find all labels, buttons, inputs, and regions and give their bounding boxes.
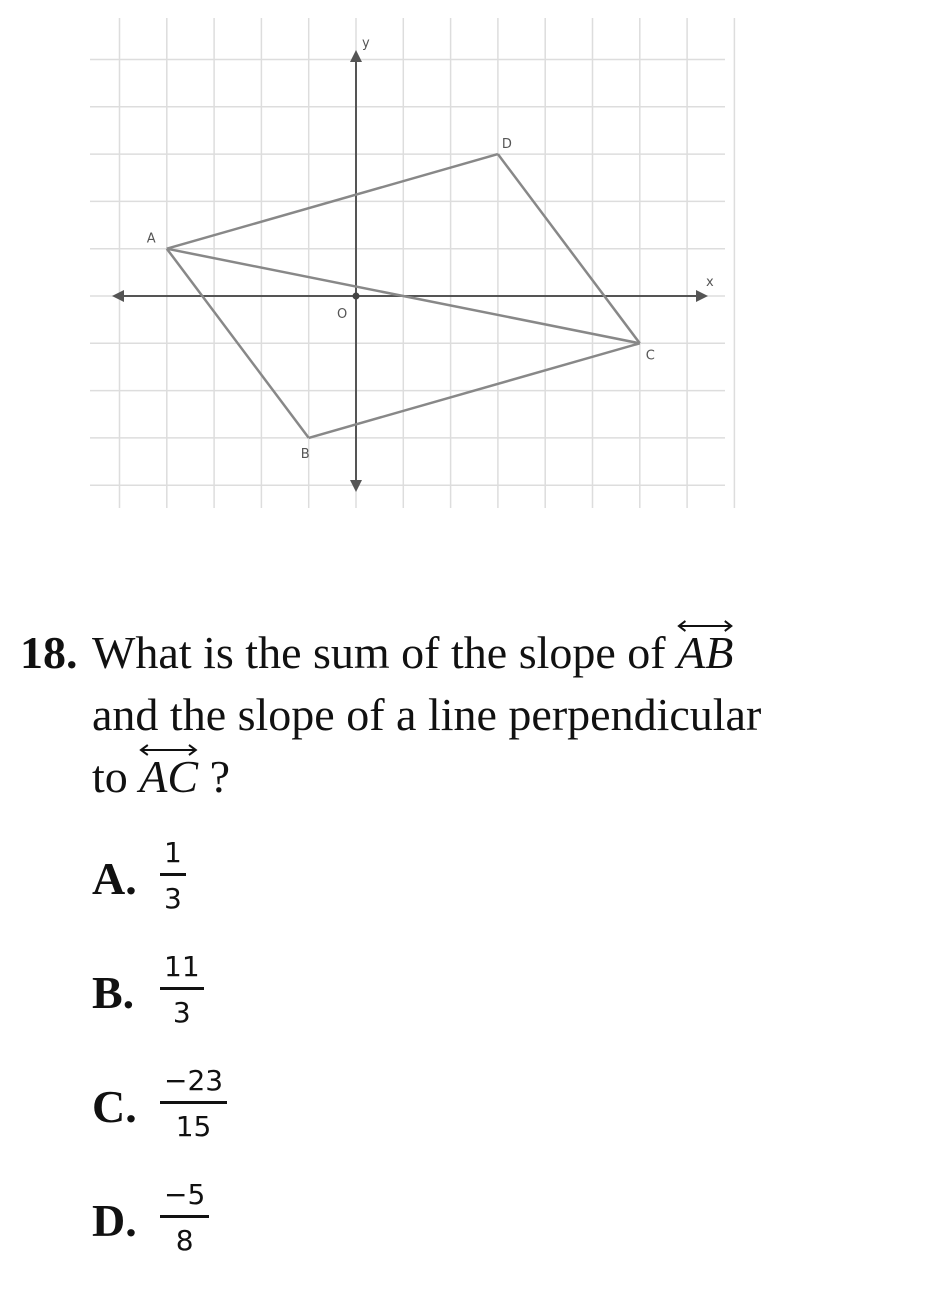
- y-axis-label: y: [362, 36, 370, 51]
- question-text-3: to: [92, 751, 128, 802]
- line-ab-label: AB: [677, 627, 734, 678]
- grid-lines: [90, 18, 734, 508]
- x-axis-arrow-right: [696, 290, 708, 302]
- point-label-d: D: [501, 137, 512, 153]
- question-text-4: ?: [209, 751, 230, 802]
- denominator: 15: [175, 1110, 212, 1143]
- numerator: −23: [164, 1064, 224, 1097]
- question-number: 18.: [20, 627, 78, 678]
- point-label-a: A: [146, 231, 156, 247]
- choice-fraction: [160, 1178, 209, 1257]
- choice-letter: A.: [92, 853, 137, 904]
- choice-letter: B.: [92, 967, 135, 1018]
- question-18: [20, 622, 920, 808]
- double-arrow-icon: [677, 618, 733, 634]
- denominator: 3: [172, 996, 191, 1029]
- axes: [112, 36, 714, 492]
- y-axis-arrow-down: [350, 480, 362, 492]
- line-ac-notation: [139, 746, 198, 808]
- question-text-1: What is the sum of the slope of: [92, 627, 666, 678]
- origin-point: [353, 293, 360, 300]
- double-arrow-icon: [139, 742, 198, 758]
- coordinate-plane-figure: [0, 0, 952, 520]
- choice-fraction: [160, 950, 204, 1029]
- line-ac-label: AC: [139, 751, 199, 802]
- numerator: 11: [164, 950, 200, 983]
- line-ab-notation: [677, 622, 733, 684]
- choice-letter: C.: [92, 1081, 137, 1132]
- y-axis-arrow-up: [350, 50, 362, 62]
- denominator: 3: [164, 882, 182, 915]
- denominator: 8: [175, 1224, 194, 1257]
- point-label-c: C: [645, 348, 655, 364]
- point-label-b: B: [300, 446, 310, 462]
- choice-fraction: [160, 836, 186, 915]
- numerator: −5: [164, 1178, 206, 1211]
- question-text-2: and the slope of a line perpendicular: [92, 689, 762, 740]
- choice-letter: D.: [92, 1195, 137, 1246]
- x-axis-arrow-left: [112, 290, 124, 302]
- x-axis-label: x: [706, 275, 714, 290]
- point-labels: [147, 137, 655, 462]
- choice-fraction: [160, 1064, 227, 1143]
- origin-label: O: [337, 307, 348, 322]
- numerator: 1: [164, 836, 182, 869]
